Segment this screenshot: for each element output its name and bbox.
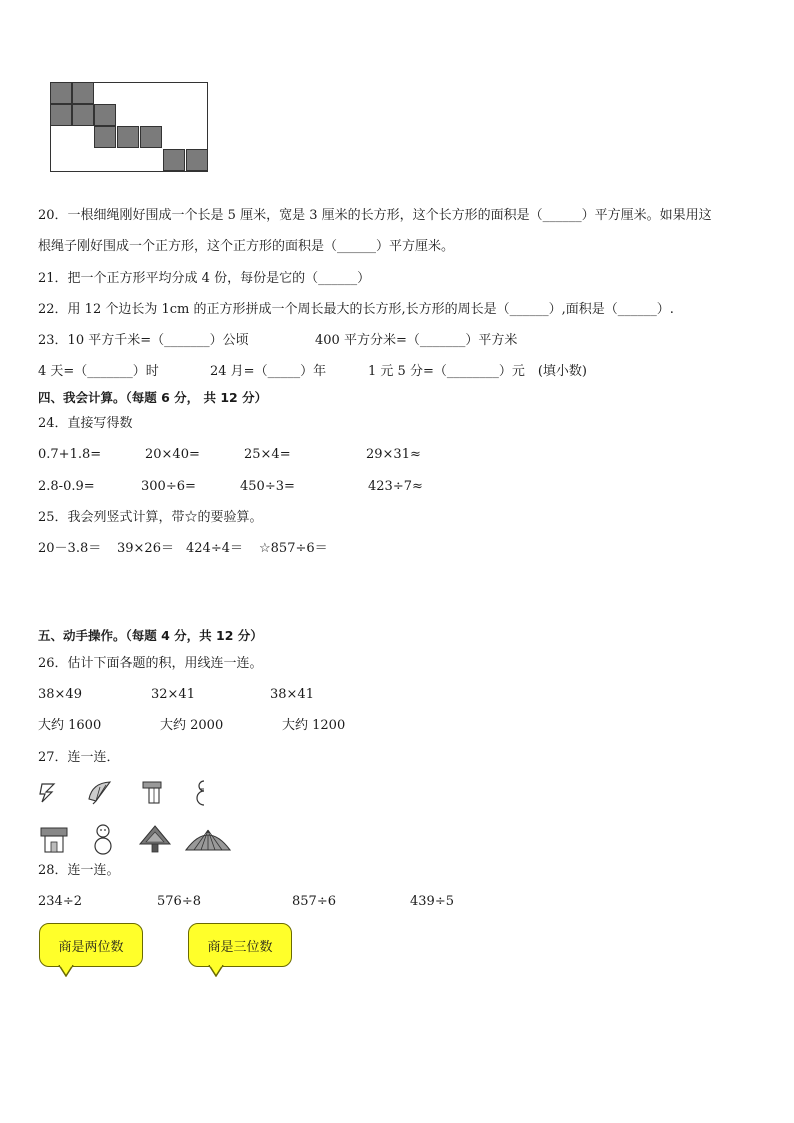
question-25-title: 25．我会列竖式计算，带☆的要验算。 bbox=[38, 510, 263, 525]
snowman-half-icon bbox=[192, 778, 212, 808]
product-expression: 38×49 bbox=[38, 687, 82, 702]
division-expression: 576÷8 bbox=[157, 894, 201, 909]
question-20-line-2: 根绳子刚好围成一个正方形，这个正方形的面积是（______）平方厘米。 bbox=[38, 239, 455, 254]
estimate-option: 大约 2000 bbox=[160, 718, 224, 733]
shaded-square bbox=[50, 82, 72, 104]
bubble-two-digit-quotient: 商是两位数 bbox=[39, 923, 143, 967]
vertical-calc-item: 39×26＝ bbox=[117, 541, 174, 556]
calc-item: 2.8-0.9= bbox=[38, 479, 95, 494]
question-23-part-c: 4 天=（_______）时 bbox=[38, 364, 159, 379]
tree-icon bbox=[138, 824, 172, 854]
shaded-square bbox=[140, 126, 162, 148]
question-24-title: 24．直接写得数 bbox=[38, 416, 133, 431]
question-26-title: 26．估计下面各题的积，用线连一连。 bbox=[38, 656, 263, 671]
calc-item: 29×31≈ bbox=[366, 447, 421, 462]
shaded-square bbox=[72, 82, 94, 104]
bubble-tail bbox=[208, 965, 226, 977]
question-23-part-d: 24 月=（_____）年 bbox=[210, 364, 327, 379]
question-20-line-1: 20．一根细绳刚好围成一个长是 5 厘米，宽是 3 厘米的长方形，这个长方形的面积是（______）平方厘米。如果用这 bbox=[38, 208, 712, 223]
product-expression: 38×41 bbox=[270, 687, 314, 702]
bubble-three-digit-quotient: 商是三位数 bbox=[188, 923, 292, 967]
question-22: 22．用 12 个边长为 1cm 的正方形拼成一个周长最大的长方形,长方形的周长是（______）,面积是（______）. bbox=[38, 302, 674, 317]
division-expression: 857÷6 bbox=[292, 894, 336, 909]
division-expression: 439÷5 bbox=[410, 894, 454, 909]
vertical-calc-item: 20－3.8＝ bbox=[38, 541, 102, 556]
calc-item: 25×4= bbox=[244, 447, 291, 462]
calc-item: 20×40= bbox=[145, 447, 200, 462]
question-23-part-e: 1 元 5 分=（________）元 (填小数) bbox=[368, 364, 587, 379]
question-28-title: 28．连一连。 bbox=[38, 863, 120, 878]
lightning-piece-icon bbox=[36, 780, 62, 806]
shaded-square bbox=[72, 104, 94, 126]
house-half-icon bbox=[140, 779, 164, 805]
section-5-heading: 五、动手操作。（每题 4 分，共 12 分） bbox=[38, 628, 263, 643]
estimate-option: 大约 1600 bbox=[38, 718, 102, 733]
shaded-square bbox=[94, 126, 116, 148]
shaded-square bbox=[50, 104, 72, 126]
umbrella-icon bbox=[184, 826, 232, 854]
calc-item: 0.7+1.8= bbox=[38, 447, 102, 462]
house-icon bbox=[38, 824, 70, 854]
shaded-square bbox=[117, 126, 139, 148]
division-expression: 234÷2 bbox=[38, 894, 82, 909]
product-expression: 32×41 bbox=[151, 687, 195, 702]
umbrella-half-icon bbox=[86, 779, 114, 805]
question-23-part-b: 400 平方分米=（_______）平方米 bbox=[315, 333, 518, 348]
question-27-title: 27．连一连． bbox=[38, 750, 120, 765]
calc-item: 450÷3= bbox=[240, 479, 295, 494]
shaded-square bbox=[186, 149, 208, 171]
calc-item: 300÷6= bbox=[141, 479, 196, 494]
vertical-calc-item: ☆857÷6＝ bbox=[259, 541, 328, 556]
snowman-icon bbox=[92, 822, 114, 856]
question-23-part-a: 23．10 平方千米=（_______）公顷 bbox=[38, 333, 249, 348]
section-4-heading: 四、我会计算。（每题 6 分， 共 12 分） bbox=[38, 390, 268, 405]
question-21: 21．把一个正方形平均分成 4 份，每份是它的（______） bbox=[38, 271, 371, 286]
shaded-square bbox=[163, 149, 185, 171]
calc-item: 423÷7≈ bbox=[368, 479, 423, 494]
shaded-square bbox=[94, 104, 116, 126]
bubble-tail bbox=[58, 965, 76, 977]
vertical-calc-item: 424÷4＝ bbox=[186, 541, 243, 556]
estimate-option: 大约 1200 bbox=[282, 718, 346, 733]
